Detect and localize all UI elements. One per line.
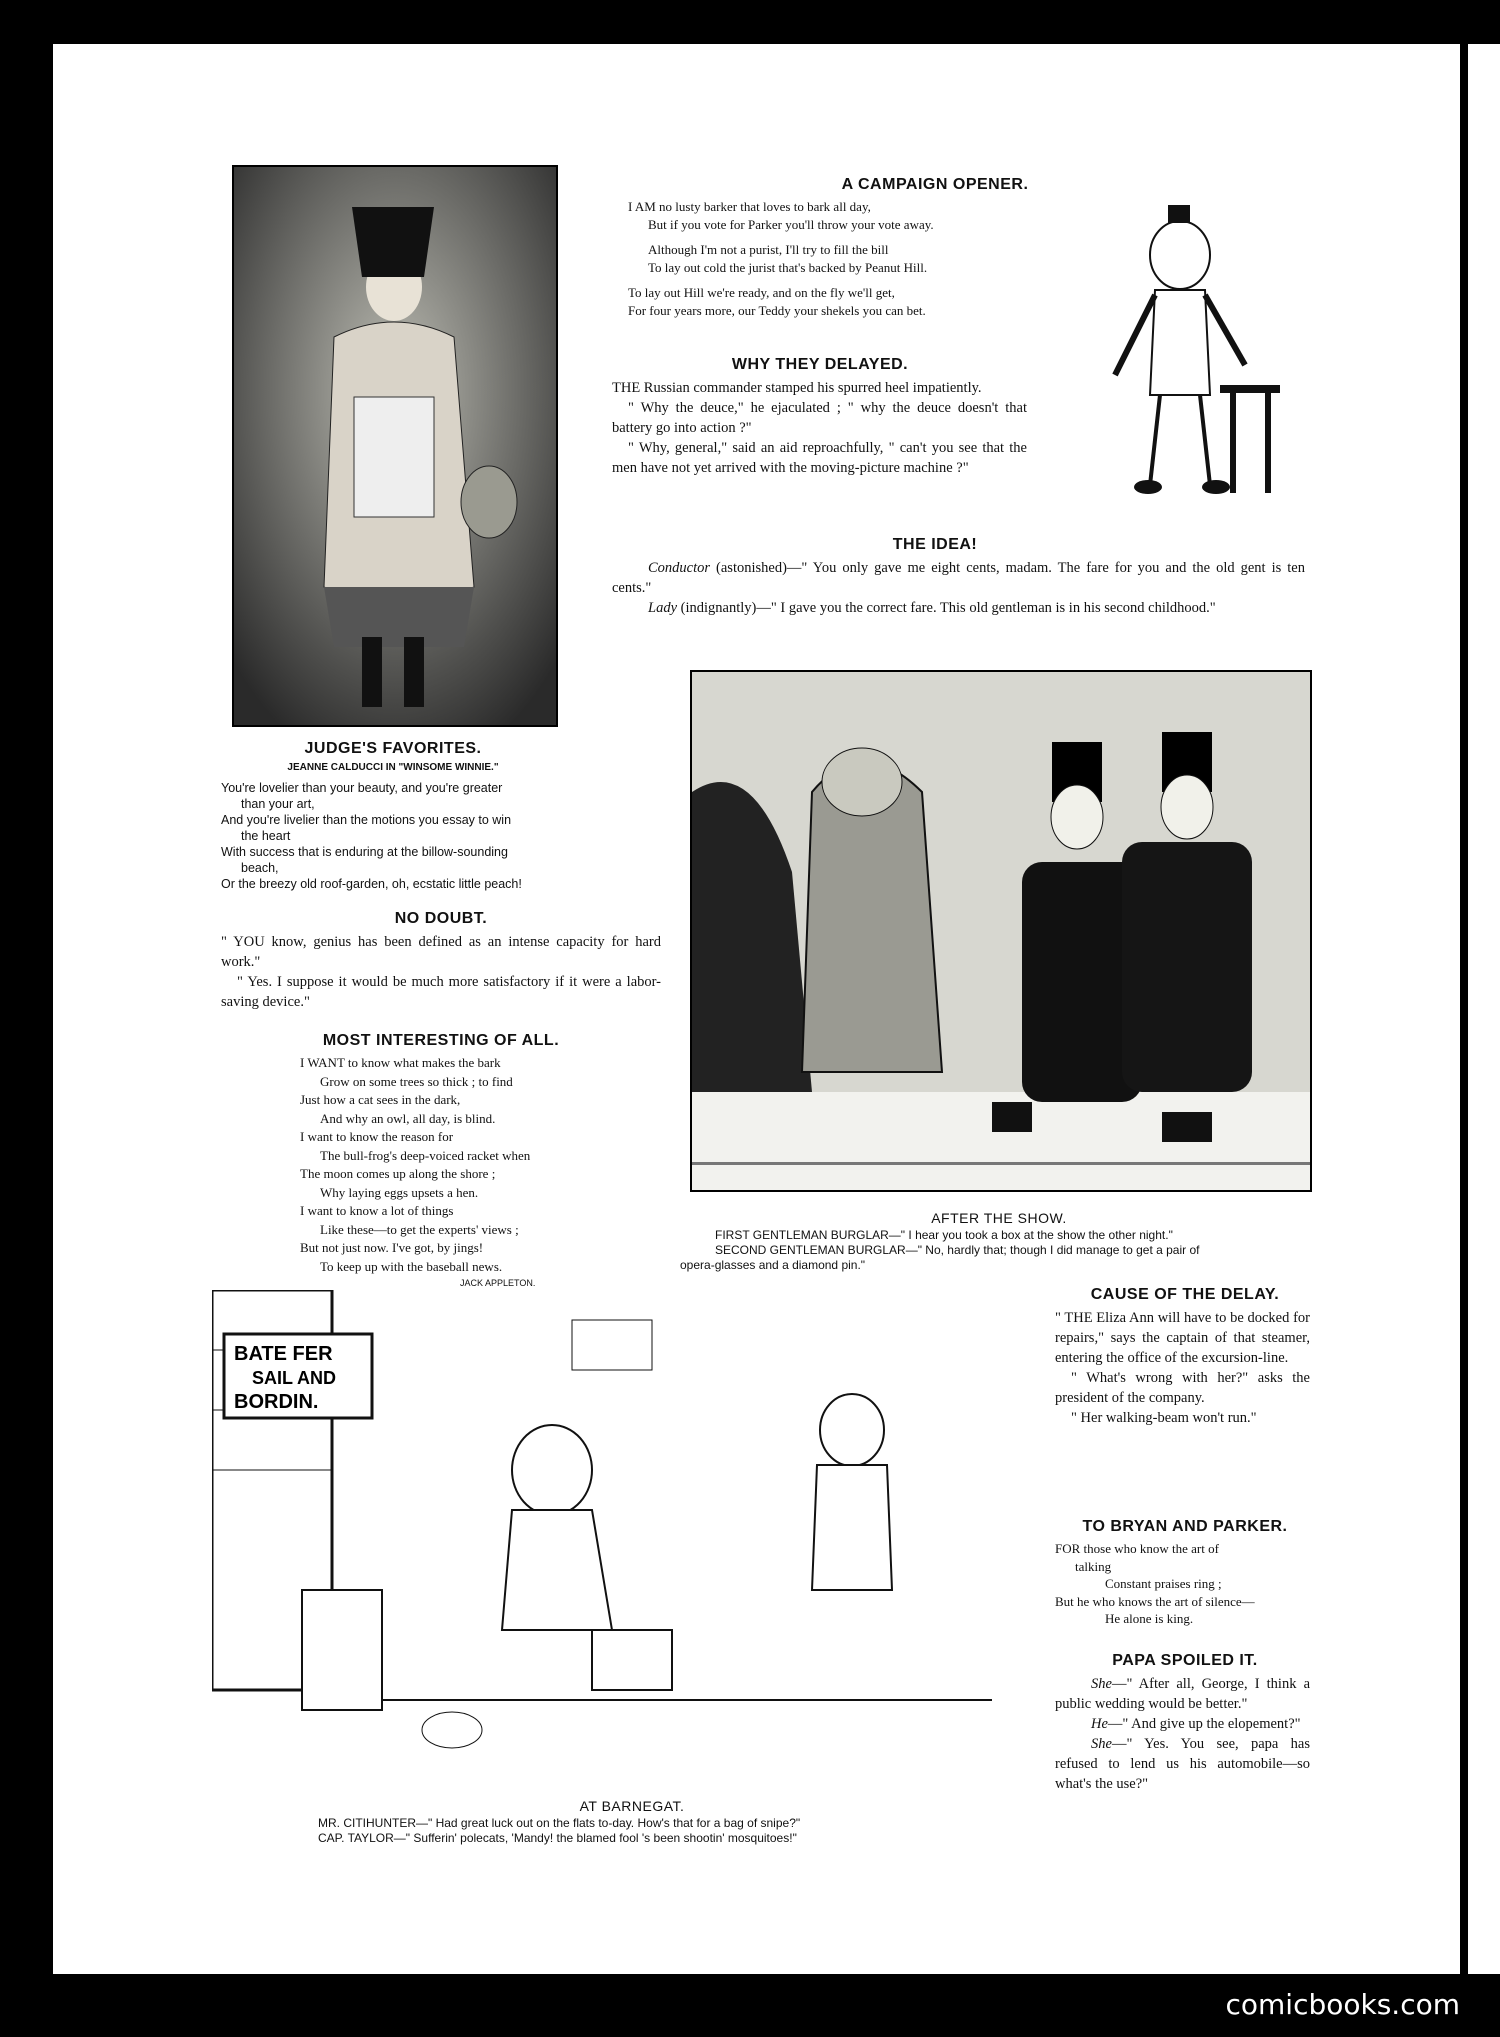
after-the-show-cartoon xyxy=(690,670,1312,1192)
paragraph: " YOU know, genius has been defined as an intense capacity for hard work." xyxy=(221,934,661,970)
paragraph: " Why, general," said an aid reproachfully, " can't you see that the men have not yet arrived with the moving-picture machine ?" xyxy=(612,440,1027,476)
verse-line: FOR those who know the art of xyxy=(1055,1541,1219,1556)
paragraph xyxy=(612,598,1305,618)
speaker: He xyxy=(1091,1716,1108,1732)
verse-line: The bull-frog's deep-voiced racket when xyxy=(320,1147,531,1163)
caption-line: FIRST GENTLEMAN BURGLAR—" I hear you took a box at the show the other night." xyxy=(715,1228,1173,1242)
papa-spoiled-title: PAPA SPOILED IT. xyxy=(1112,1652,1258,1669)
watermark: comicbooks.com xyxy=(1225,1988,1460,2021)
verse-line: But if you vote for Parker you'll throw your vote away. xyxy=(648,216,934,232)
to-bryan-verse xyxy=(1055,1540,1315,1628)
verse-line: Constant praises ring ; xyxy=(1105,1576,1222,1591)
paragraph xyxy=(1055,1674,1310,1714)
barnegat-illustration xyxy=(212,1290,1052,1790)
most-interesting-author: JACK APPLETON. xyxy=(460,1278,536,1288)
verse-line: I WANT to know what makes the bark xyxy=(300,1055,501,1070)
paragraph: " Yes. I suppose it would be much more satisfactory if it were a labor-saving device." xyxy=(221,974,661,1010)
barnegat-sign-line: BATE FER xyxy=(234,1343,333,1365)
at-barnegat-title: AT BARNEGAT. xyxy=(579,1798,685,1814)
verse-line: I AM no lusty barker that loves to bark all day, xyxy=(628,199,871,214)
verse-line: For four years more, our Teddy your shekels you can bet. xyxy=(628,302,926,318)
after-the-show-caption xyxy=(680,1228,1320,1273)
the-idea-text xyxy=(612,558,1305,618)
verse-line: talking xyxy=(1075,1558,1112,1574)
dialogue: (indignantly)—" I gave you the correct fare. This old gentleman is in his second childhood." xyxy=(677,600,1216,616)
cause-of-delay-title: CAUSE OF THE DELAY. xyxy=(1090,1286,1280,1303)
at-barnegat-caption xyxy=(318,1816,1058,1846)
to-bryan-title: TO BRYAN AND PARKER. xyxy=(1082,1518,1288,1535)
campaigner-illustration xyxy=(1060,195,1300,515)
papa-spoiled-text xyxy=(1055,1674,1310,1794)
verse-line: The moon comes up along the shore ; xyxy=(300,1166,496,1181)
paragraph xyxy=(612,558,1305,598)
verse-line: than your art, xyxy=(241,797,315,811)
verse-line: To keep up with the baseball news. xyxy=(320,1258,503,1274)
verse-line: You're lovelier than your beauty, and you're greater xyxy=(221,781,503,795)
campaign-opener-title: A CAMPAIGN OPENER. xyxy=(841,176,1029,193)
at-barnegat-cartoon xyxy=(212,1290,1052,1790)
paragraph: " What's wrong with her?" asks the president of the company. xyxy=(1055,1370,1310,1406)
verse-line: Like these—to get the experts' views ; xyxy=(320,1221,519,1237)
actress-illustration xyxy=(234,167,556,725)
cause-of-delay-text xyxy=(1055,1308,1310,1428)
burglars-illustration xyxy=(692,672,1310,1190)
verse-line: To lay out Hill we're ready, and on the fly we'll get, xyxy=(628,285,895,300)
caption-line: SECOND GENTLEMAN BURGLAR—" No, hardly that; though I did manage to get a pair of xyxy=(715,1243,1200,1257)
no-doubt-text xyxy=(221,932,661,1012)
why-they-delayed-title: WHY THEY DELAYED. xyxy=(731,356,909,373)
most-interesting-verse xyxy=(300,1054,620,1276)
dialogue: —" After all, George, I think a public wedding would be better." xyxy=(1055,1676,1310,1712)
no-doubt-title: NO DOUBT. xyxy=(394,910,488,927)
caption-line: MR. CITIHUNTER—" Had great luck out on the flats to-day. How's that for a bag of snipe?" xyxy=(318,1816,801,1830)
verse-line: Why laying eggs upsets a hen. xyxy=(320,1184,479,1200)
judges-favorites-verse xyxy=(221,780,651,892)
caption-line: CAP. TAYLOR—" Sufferin' polecats, 'Mandy! the blamed fool 's been shootin' mosquitoes!" xyxy=(318,1831,797,1845)
speaker: Lady xyxy=(648,600,677,616)
most-interesting-title: MOST INTERESTING OF ALL. xyxy=(322,1032,560,1049)
dialogue: —" Yes. You see, papa has refused to lend us his automobile—so what's the use?" xyxy=(1055,1736,1310,1792)
paragraph xyxy=(1055,1734,1310,1794)
why-they-delayed-text xyxy=(612,378,1027,478)
speaker: She xyxy=(1091,1736,1112,1752)
verse-line: To lay out cold the jurist that's backed by Peanut Hill. xyxy=(648,259,928,275)
dialogue: —" And give up the elopement?" xyxy=(1107,1716,1301,1732)
barnegat-sign-line: BORDIN. xyxy=(234,1391,319,1413)
speaker: Conductor xyxy=(648,560,711,576)
verse-line: I want to know a lot of things xyxy=(300,1203,454,1218)
campaign-opener-verse xyxy=(628,198,1048,319)
verse-line: And you're livelier than the motions you essay to win xyxy=(221,813,512,827)
paragraph: " Why the deuce," he ejaculated ; " why the deuce doesn't that battery go into action ?" xyxy=(612,400,1027,436)
verse-line: And why an owl, all day, is blind. xyxy=(320,1110,496,1126)
verse-line: Just how a cat sees in the dark, xyxy=(300,1092,461,1107)
paragraph xyxy=(1055,1714,1310,1734)
actress-photo xyxy=(232,165,558,727)
verse-line: the heart xyxy=(241,829,291,843)
after-the-show-title: AFTER THE SHOW. xyxy=(931,1210,1067,1226)
judges-favorites-title: JUDGE'S FAVORITES. xyxy=(304,740,482,757)
verse-line: beach, xyxy=(241,861,279,875)
verse-line: Or the breezy old roof-garden, oh, ecstatic little peach! xyxy=(221,877,522,891)
verse-line: But he who knows the art of silence— xyxy=(1055,1593,1255,1609)
verse-line: But not just now. I've got, by jings! xyxy=(300,1240,484,1255)
verse-line: Although I'm not a purist, I'll try to fill the bill xyxy=(648,242,889,257)
verse-line: With success that is enduring at the billow-sounding xyxy=(221,845,508,859)
paragraph: THE Russian commander stamped his spurred heel impatiently. xyxy=(612,380,982,396)
facing-page-edge xyxy=(1468,44,1500,1974)
the-idea-title: THE IDEA! xyxy=(892,536,978,553)
campaigner-cartoon xyxy=(1060,195,1300,515)
dialogue: (astonished)—" You only gave me eight cents, madam. The fare for you and the old gent is ten cents." xyxy=(612,560,1305,596)
paragraph: " Her walking-beam won't run." xyxy=(1071,1410,1257,1426)
verse-line: I want to know the reason for xyxy=(300,1129,454,1144)
paragraph: " THE Eliza Ann will have to be docked for repairs," says the captain of that steamer, entering the office of the excursion-line. xyxy=(1055,1310,1310,1366)
verse-line: He alone is king. xyxy=(1105,1611,1194,1626)
speaker: She xyxy=(1091,1676,1112,1692)
barnegat-sign-line: SAIL AND xyxy=(252,1368,337,1388)
caption-line: opera-glasses and a diamond pin." xyxy=(680,1258,866,1272)
judges-favorites-subtitle: JEANNE CALDUCCI IN "WINSOME WINNIE." xyxy=(287,762,499,773)
verse-line: Grow on some trees so thick ; to find xyxy=(320,1073,513,1089)
